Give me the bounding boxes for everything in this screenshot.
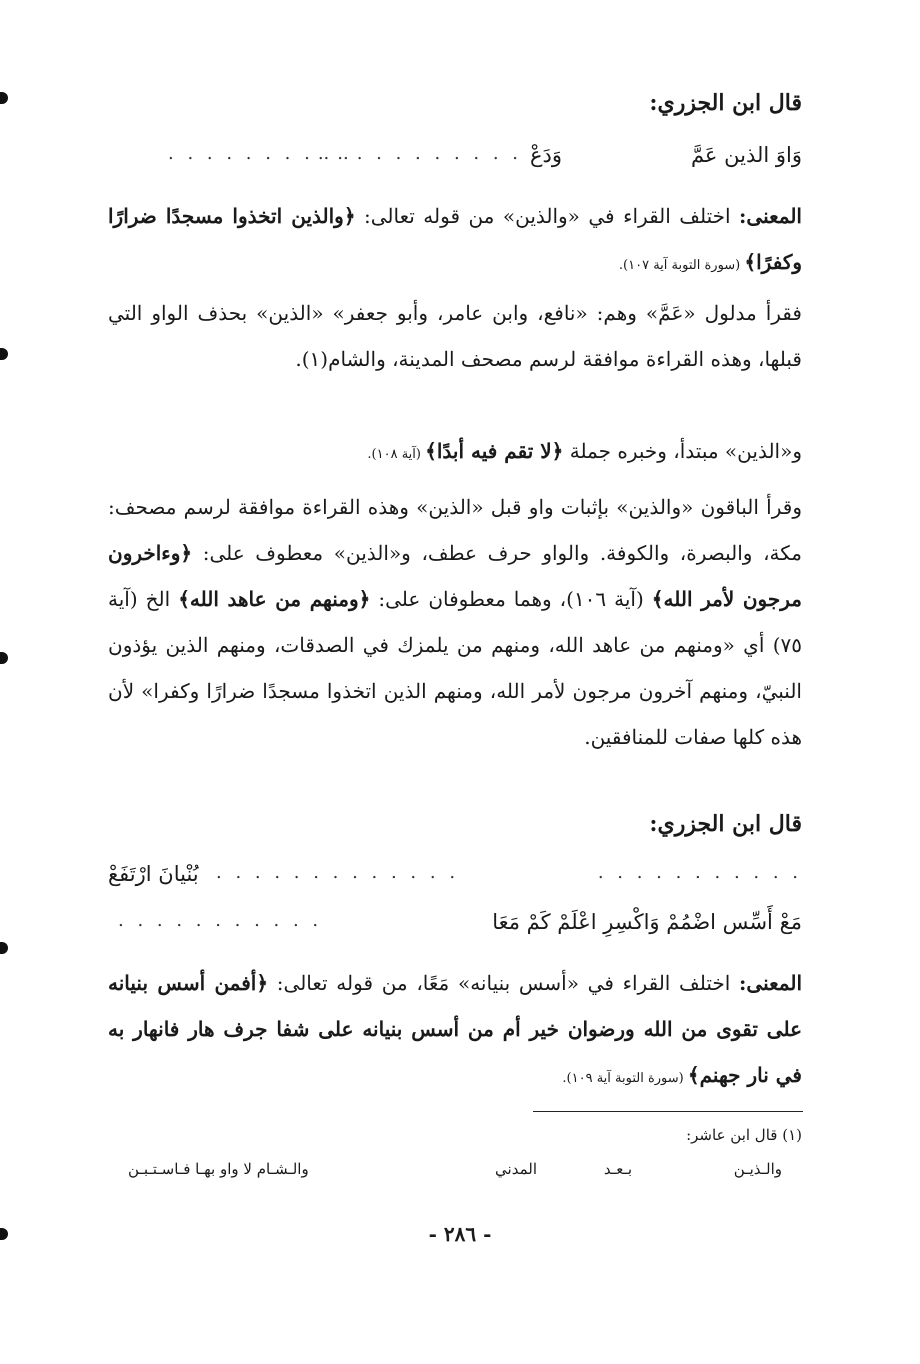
paragraph-text: اختلف القراء في «أسس بنيانه» مَعًا، من قوله تعالى: xyxy=(268,971,740,995)
margin-mark xyxy=(0,652,8,664)
paragraph-text: وقرأ الباقون «والذين» بإثبات واو قبل «الذين» وهذه القراءة موافقة لرسم مصحف: مكة، والبصرة، والكوفة. والواو حرف عطف، و«الذين» معطوف على: xyxy=(108,495,803,565)
footnote-word: بـعـد xyxy=(603,1160,632,1178)
quran-quote: ﴿لا تقم فيه أبدًا﴾ xyxy=(425,439,564,463)
quran-quote: ﴿ومنهم من عاهد الله﴾ xyxy=(178,587,371,611)
body-paragraph xyxy=(108,484,802,760)
quran-quote: ﴿وءاخرون مرجون لأمر الله﴾ xyxy=(108,541,802,611)
margin-mark xyxy=(0,92,8,104)
verse-dots: . . . . . . . . . . xyxy=(168,143,353,164)
verse-dots: . . . . . . . . . . . xyxy=(118,910,323,931)
meaning-label: المعنى: xyxy=(739,971,802,995)
paragraph-text: الخ (آية ٧٥) أي «ومنهم من عاهد الله، ومنهم من يلمزك في الصدقات، ومنهم الذين يؤذون النبيّ، ومنهم آخرون مرجون لأمر الله، ومنهم الذين اتخذوا مسجدًا ضرارًا وكفرا» لأن هذه كلها صفات للمنافقين. xyxy=(108,587,802,749)
meaning-label: المعنى: xyxy=(739,204,802,228)
footnote-word: والـذيـن xyxy=(733,1160,782,1178)
verse-dots: . . . . . . . . . . . xyxy=(317,143,522,164)
footnote-word: والـشـام لا واو بهـا فـاسـتـبـن xyxy=(128,1160,309,1178)
paragraph-text: (آية ١٠٦)، وهما معطوفان على: xyxy=(370,587,652,611)
verse-text: مَعْ أَسِّس اضْمُمْ وَاكْسِرِ اعْلَمْ كَمْ مَعَا xyxy=(492,910,802,934)
verse-text-right: وَاوَ الذين عَمَّ xyxy=(690,143,802,167)
quran-quote: ﴿والذين اتخذوا مسجدًا ضرارًا وكفرًا﴾ xyxy=(108,204,802,274)
section-heading: قال ابن الجزري: xyxy=(649,811,802,837)
meaning-paragraph xyxy=(108,193,802,289)
margin-mark xyxy=(0,348,8,360)
verse-line xyxy=(108,143,802,183)
verse-line xyxy=(108,910,802,950)
footnote-word: المدني xyxy=(495,1160,537,1178)
page-number: - ٢٨٦ - xyxy=(428,1222,492,1246)
footnote-intro: (١) قال ابن عاشر: xyxy=(686,1126,802,1144)
verse-text: بُنْيانَ ارْتَفَعْ xyxy=(108,862,199,886)
verse-dots: . . . . . . . . . . . xyxy=(597,862,802,883)
body-paragraph xyxy=(108,428,802,478)
paragraph-text: و«الذين» مبتدأ، وخبره جملة xyxy=(563,439,802,463)
verse-text-mid: وَدَعْ xyxy=(529,143,562,167)
footnote-verse xyxy=(108,1160,802,1200)
meaning-paragraph xyxy=(108,960,802,1102)
quran-quote: ﴿أفمن أسس بنيانه على تقوى من الله ورضوان خير أم من أسس بنيانه على شفا جرف هار فانهار به في نار جهنم﴾ xyxy=(108,971,802,1087)
verse-dots: . . . . . . . . . . . . . xyxy=(216,862,460,883)
verse-reference: (سورة التوبة آية ١٠٧). xyxy=(618,258,745,273)
footnote-rule xyxy=(533,1111,803,1112)
margin-mark xyxy=(0,942,8,954)
verse-reference: (آية ١٠٨). xyxy=(367,447,426,462)
body-paragraph: فقرأ مدلول «عَمَّ» وهم: «نافع، وابن عامر، وأبو جعفر» «الذين» بحذف الواو التي قبلها، وهذه القراءة موافقة لرسم مصحف المدينة، والشام(١). xyxy=(108,301,802,371)
section-heading: قال ابن الجزري: xyxy=(649,90,802,116)
paragraph-text: اختلف القراء في «والذين» من قوله تعالى: xyxy=(355,204,740,228)
verse-line xyxy=(108,862,802,902)
verse-reference: (سورة التوبة آية ١٠٩). xyxy=(562,1071,688,1086)
